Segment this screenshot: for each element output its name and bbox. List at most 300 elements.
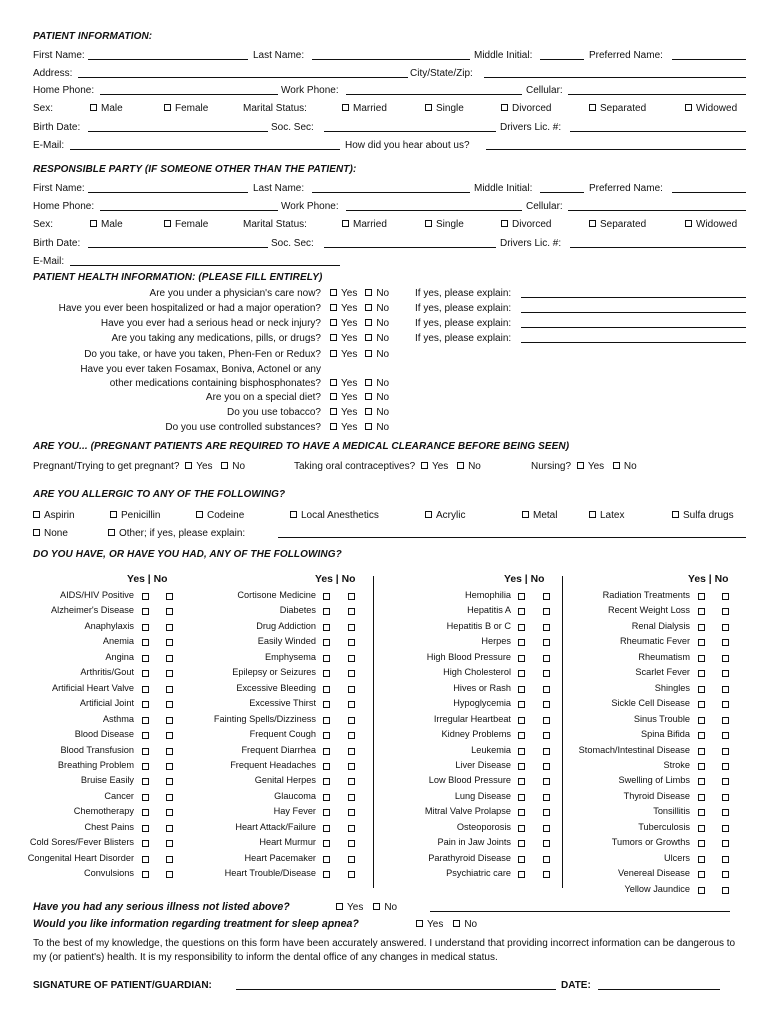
allergy-option[interactable]: Local Anesthetics: [290, 510, 379, 521]
health-yes-no: Yes No: [330, 288, 389, 299]
condition-no-checkbox[interactable]: [543, 809, 550, 816]
checkbox-icon[interactable]: [425, 104, 432, 111]
condition-yes-checkbox[interactable]: [323, 763, 330, 770]
condition-no-checkbox[interactable]: [166, 794, 173, 801]
condition-no-checkbox[interactable]: [348, 639, 355, 646]
separated-option[interactable]: Separated: [589, 103, 646, 114]
condition-no-checkbox[interactable]: [166, 701, 173, 708]
condition-no-checkbox[interactable]: [166, 639, 173, 646]
checkbox-icon[interactable]: [342, 104, 349, 111]
condition-label: Drug Addiction: [256, 621, 316, 631]
address-field[interactable]: [78, 68, 408, 78]
rp-sex-female-option[interactable]: Female: [164, 219, 208, 230]
last-name-field[interactable]: [312, 50, 470, 60]
condition-yes-checkbox[interactable]: [323, 717, 330, 724]
condition-no-checkbox[interactable]: [348, 655, 355, 662]
cellular-field[interactable]: [568, 85, 746, 95]
condition-yes-checkbox[interactable]: [518, 593, 525, 600]
condition-label: Asthma: [102, 714, 134, 724]
condition-no-checkbox[interactable]: [166, 840, 173, 847]
allergy-option[interactable]: Codeine: [196, 510, 244, 521]
condition-yes-checkbox[interactable]: [518, 840, 525, 847]
checkbox-icon[interactable]: [196, 511, 203, 518]
date-field[interactable]: [598, 980, 720, 990]
condition-yes-checkbox[interactable]: [142, 794, 149, 801]
condition-no-checkbox[interactable]: [722, 608, 729, 615]
condition-yes-checkbox[interactable]: [518, 763, 525, 770]
divorced-option[interactable]: Divorced: [501, 103, 551, 114]
allergy-option[interactable]: Acrylic: [425, 510, 465, 521]
condition-no-checkbox[interactable]: [722, 732, 729, 739]
condition-yes-checkbox[interactable]: [518, 825, 525, 832]
checkbox-icon[interactable]: [336, 903, 343, 910]
checkbox-icon[interactable]: [185, 462, 192, 469]
condition-yes-checkbox[interactable]: [323, 825, 330, 832]
explain-field[interactable]: [521, 303, 746, 313]
checkbox-icon[interactable]: [164, 220, 171, 227]
condition-yes-checkbox[interactable]: [518, 871, 525, 878]
condition-no-checkbox[interactable]: [543, 670, 550, 677]
condition-yes-checkbox[interactable]: [323, 794, 330, 801]
condition-no-checkbox[interactable]: [166, 608, 173, 615]
checkbox-icon[interactable]: [330, 334, 337, 341]
condition-yes-checkbox[interactable]: [698, 732, 705, 739]
condition-no-checkbox[interactable]: [722, 639, 729, 646]
condition-no-checkbox[interactable]: [348, 825, 355, 832]
checkbox-icon[interactable]: [330, 289, 337, 296]
rp-work-phone-field[interactable]: [346, 201, 522, 211]
allergy-option[interactable]: Penicillin: [110, 510, 160, 521]
home-phone-field[interactable]: [100, 85, 278, 95]
condition-yes-checkbox[interactable]: [698, 778, 705, 785]
rp-first-name-field[interactable]: [88, 183, 248, 193]
checkbox-icon[interactable]: [416, 920, 423, 927]
checkbox-icon[interactable]: [457, 462, 464, 469]
condition-no-checkbox[interactable]: [543, 639, 550, 646]
condition-yes-checkbox[interactable]: [698, 871, 705, 878]
rp-middle-initial-field[interactable]: [540, 183, 584, 193]
checkbox-icon[interactable]: [365, 350, 372, 357]
explain-field[interactable]: [521, 333, 746, 343]
checkbox-icon[interactable]: [90, 104, 97, 111]
condition-yes-checkbox[interactable]: [142, 825, 149, 832]
condition-label: Hepatitis A: [467, 605, 511, 615]
condition-label: Convulsions: [83, 868, 134, 878]
condition-no-checkbox[interactable]: [722, 717, 729, 724]
condition-yes-checkbox[interactable]: [698, 670, 705, 677]
condition-yes-checkbox[interactable]: [518, 655, 525, 662]
rp-home-phone-field[interactable]: [100, 201, 278, 211]
condition-no-checkbox[interactable]: [348, 856, 355, 863]
checkbox-icon[interactable]: [221, 462, 228, 469]
condition-no-checkbox[interactable]: [722, 825, 729, 832]
condition-no-checkbox[interactable]: [166, 763, 173, 770]
condition-no-checkbox[interactable]: [722, 778, 729, 785]
explain-field[interactable]: [521, 318, 746, 328]
health-question-label: Do you take, or have you taken, Phen-Fen or Redux?: [84, 349, 321, 360]
condition-no-checkbox[interactable]: [543, 624, 550, 631]
condition-no-checkbox[interactable]: [166, 670, 173, 677]
condition-no-checkbox[interactable]: [543, 717, 550, 724]
checkbox-icon[interactable]: [685, 104, 692, 111]
rp-widowed-option[interactable]: Widowed: [685, 219, 737, 230]
rp-soc-sec-field[interactable]: [324, 238, 496, 248]
condition-yes-checkbox[interactable]: [698, 748, 705, 755]
condition-no-checkbox[interactable]: [348, 608, 355, 615]
checkbox-icon[interactable]: [330, 304, 337, 311]
checkbox-icon[interactable]: [522, 511, 529, 518]
condition-yes-checkbox[interactable]: [698, 624, 705, 631]
condition-yes-checkbox[interactable]: [323, 748, 330, 755]
rp-single-option[interactable]: Single: [425, 219, 464, 230]
health-yes-no: Yes No: [330, 422, 389, 433]
condition-no-checkbox[interactable]: [348, 840, 355, 847]
condition-yes-checkbox[interactable]: [142, 655, 149, 662]
condition-no-checkbox[interactable]: [543, 778, 550, 785]
checkbox-icon[interactable]: [373, 903, 380, 910]
condition-label: Excessive Thirst: [249, 698, 316, 708]
checkbox-icon[interactable]: [365, 319, 372, 326]
checkbox-icon[interactable]: [330, 319, 337, 326]
condition-yes-checkbox[interactable]: [698, 840, 705, 847]
checkbox-icon[interactable]: [365, 379, 372, 386]
condition-yes-checkbox[interactable]: [698, 856, 705, 863]
condition-yes-checkbox[interactable]: [518, 794, 525, 801]
condition-yes-checkbox[interactable]: [518, 856, 525, 863]
condition-no-checkbox[interactable]: [348, 778, 355, 785]
condition-yes-checkbox[interactable]: [142, 809, 149, 816]
health-yes-no: Yes No: [330, 407, 389, 418]
rp-married-option[interactable]: Married: [342, 219, 387, 230]
condition-yes-checkbox[interactable]: [698, 794, 705, 801]
health-question-label: Are you under a physician's care now?: [149, 288, 321, 299]
condition-yes-checkbox[interactable]: [142, 686, 149, 693]
condition-no-checkbox[interactable]: [722, 763, 729, 770]
condition-no-checkbox[interactable]: [166, 856, 173, 863]
condition-yes-checkbox[interactable]: [698, 809, 705, 816]
rp-email-field[interactable]: [70, 256, 340, 266]
condition-yes-checkbox[interactable]: [698, 639, 705, 646]
condition-yes-checkbox[interactable]: [142, 840, 149, 847]
condition-yes-checkbox[interactable]: [518, 670, 525, 677]
condition-yes-checkbox[interactable]: [518, 809, 525, 816]
condition-yes-checkbox[interactable]: [142, 624, 149, 631]
condition-yes-checkbox[interactable]: [323, 624, 330, 631]
checkbox-icon[interactable]: [365, 289, 372, 296]
condition-yes-checkbox[interactable]: [323, 871, 330, 878]
condition-label: Yellow Jaundice: [624, 884, 690, 894]
city-state-zip-field[interactable]: [484, 68, 746, 78]
explain-label: If yes, please explain:: [415, 288, 512, 299]
condition-yes-checkbox[interactable]: [518, 732, 525, 739]
condition-yes-checkbox[interactable]: [323, 608, 330, 615]
condition-no-checkbox[interactable]: [166, 593, 173, 600]
single-option[interactable]: Single: [425, 103, 464, 114]
condition-no-checkbox[interactable]: [348, 763, 355, 770]
condition-no-checkbox[interactable]: [722, 593, 729, 600]
condition-yes-checkbox[interactable]: [142, 763, 149, 770]
condition-yes-checkbox[interactable]: [323, 639, 330, 646]
condition-no-checkbox[interactable]: [166, 748, 173, 755]
condition-no-checkbox[interactable]: [722, 748, 729, 755]
health-question-label: Have you ever been hospitalized or had a major operation?: [58, 303, 321, 314]
condition-yes-checkbox[interactable]: [142, 748, 149, 755]
married-option[interactable]: Married: [342, 103, 387, 114]
checkbox-icon[interactable]: [421, 462, 428, 469]
condition-yes-checkbox[interactable]: [518, 686, 525, 693]
condition-label: Pain in Jaw Joints: [437, 837, 511, 847]
condition-yes-checkbox[interactable]: [518, 624, 525, 631]
allergy-none-option[interactable]: None: [33, 528, 68, 539]
checkbox-icon[interactable]: [589, 104, 596, 111]
rp-last-name-field[interactable]: [312, 183, 470, 193]
checkbox-icon[interactable]: [164, 104, 171, 111]
condition-no-checkbox[interactable]: [348, 794, 355, 801]
checkbox-icon[interactable]: [365, 393, 372, 400]
condition-label: Glaucoma: [274, 791, 316, 801]
condition-no-checkbox[interactable]: [543, 871, 550, 878]
checkbox-icon[interactable]: [110, 511, 117, 518]
condition-yes-checkbox[interactable]: [323, 840, 330, 847]
condition-no-checkbox[interactable]: [166, 624, 173, 631]
checkbox-icon[interactable]: [365, 304, 372, 311]
condition-no-checkbox[interactable]: [543, 732, 550, 739]
checkbox-icon[interactable]: [613, 462, 620, 469]
condition-yes-checkbox[interactable]: [142, 701, 149, 708]
widowed-option[interactable]: Widowed: [685, 103, 737, 114]
condition-no-checkbox[interactable]: [543, 686, 550, 693]
condition-yes-checkbox[interactable]: [323, 593, 330, 600]
condition-yes-checkbox[interactable]: [698, 887, 705, 894]
condition-no-checkbox[interactable]: [166, 655, 173, 662]
condition-no-checkbox[interactable]: [166, 825, 173, 832]
condition-yes-checkbox[interactable]: [698, 686, 705, 693]
condition-label: Radiation Treatments: [602, 590, 690, 600]
condition-no-checkbox[interactable]: [722, 624, 729, 631]
condition-no-checkbox[interactable]: [348, 748, 355, 755]
serious-illness-field[interactable]: [430, 902, 730, 912]
condition-yes-checkbox[interactable]: [142, 732, 149, 739]
checkbox-icon[interactable]: [342, 220, 349, 227]
email-field[interactable]: [70, 140, 340, 150]
condition-no-checkbox[interactable]: [348, 717, 355, 724]
condition-label: AIDS/HIV Positive: [59, 590, 134, 600]
checkbox-icon[interactable]: [365, 423, 372, 430]
condition-yes-checkbox[interactable]: [142, 871, 149, 878]
hear-about-label: How did you hear about us?: [345, 140, 470, 151]
condition-no-checkbox[interactable]: [722, 809, 729, 816]
checkbox-icon[interactable]: [330, 408, 337, 415]
condition-no-checkbox[interactable]: [722, 701, 729, 708]
checkbox-icon[interactable]: [33, 529, 40, 536]
explain-label: If yes, please explain:: [415, 303, 512, 314]
condition-no-checkbox[interactable]: [543, 794, 550, 801]
birth-date-field[interactable]: [88, 122, 268, 132]
condition-yes-checkbox[interactable]: [323, 778, 330, 785]
condition-no-checkbox[interactable]: [722, 887, 729, 894]
allergy-option[interactable]: Sulfa drugs: [672, 510, 734, 521]
checkbox-icon[interactable]: [90, 220, 97, 227]
condition-no-checkbox[interactable]: [543, 655, 550, 662]
condition-no-checkbox[interactable]: [166, 717, 173, 724]
checkbox-icon[interactable]: [365, 408, 372, 415]
condition-no-checkbox[interactable]: [722, 840, 729, 847]
condition-no-checkbox[interactable]: [722, 856, 729, 863]
condition-yes-checkbox[interactable]: [518, 701, 525, 708]
condition-no-checkbox[interactable]: [166, 732, 173, 739]
condition-no-checkbox[interactable]: [348, 809, 355, 816]
condition-yes-checkbox[interactable]: [698, 655, 705, 662]
condition-yes-checkbox[interactable]: [518, 748, 525, 755]
condition-label: Sinus Trouble: [633, 714, 690, 724]
explain-label: If yes, please explain:: [415, 333, 512, 344]
allergy-other-field[interactable]: [278, 528, 746, 538]
checkbox-icon[interactable]: [330, 350, 337, 357]
checkbox-icon[interactable]: [290, 511, 297, 518]
condition-yes-checkbox[interactable]: [518, 778, 525, 785]
condition-yes-checkbox[interactable]: [698, 825, 705, 832]
condition-no-checkbox[interactable]: [722, 794, 729, 801]
condition-no-checkbox[interactable]: [348, 624, 355, 631]
condition-label: Heart Attack/Failure: [235, 822, 316, 832]
condition-no-checkbox[interactable]: [543, 856, 550, 863]
condition-no-checkbox[interactable]: [543, 608, 550, 615]
checkbox-icon[interactable]: [330, 379, 337, 386]
condition-yes-checkbox[interactable]: [698, 593, 705, 600]
condition-label: Chemotherapy: [73, 806, 134, 816]
condition-yes-checkbox[interactable]: [323, 701, 330, 708]
condition-yes-checkbox[interactable]: [323, 686, 330, 693]
drivers-lic-field[interactable]: [570, 122, 746, 132]
sex-female-option[interactable]: Female: [164, 103, 208, 114]
checkbox-icon[interactable]: [425, 220, 432, 227]
condition-yes-checkbox[interactable]: [142, 778, 149, 785]
checkbox-icon[interactable]: [501, 104, 508, 111]
allergy-other-option[interactable]: Other; if yes, please explain:: [108, 528, 245, 539]
condition-no-checkbox[interactable]: [722, 655, 729, 662]
condition-yes-checkbox[interactable]: [518, 608, 525, 615]
signature-field[interactable]: [236, 980, 556, 990]
condition-no-checkbox[interactable]: [166, 778, 173, 785]
allergy-option[interactable]: Metal: [522, 510, 557, 521]
condition-label: Hives or Rash: [453, 683, 511, 693]
condition-yes-checkbox[interactable]: [142, 593, 149, 600]
condition-yes-checkbox[interactable]: [698, 701, 705, 708]
condition-label: Genital Herpes: [254, 775, 316, 785]
condition-no-checkbox[interactable]: [543, 763, 550, 770]
health-yes-no: Yes No: [330, 303, 389, 314]
rp-preferred-name-field[interactable]: [672, 183, 746, 193]
condition-no-checkbox[interactable]: [348, 701, 355, 708]
condition-no-checkbox[interactable]: [348, 732, 355, 739]
condition-yes-checkbox[interactable]: [518, 717, 525, 724]
checkbox-icon[interactable]: [672, 511, 679, 518]
explain-label: If yes, please explain:: [415, 318, 512, 329]
condition-label: Frequent Diarrhea: [241, 745, 316, 755]
checkbox-icon[interactable]: [108, 529, 115, 536]
explain-field[interactable]: [521, 288, 746, 298]
condition-yes-checkbox[interactable]: [142, 608, 149, 615]
sex-male-option[interactable]: Male: [90, 103, 123, 114]
allergy-option[interactable]: Latex: [589, 510, 624, 521]
rp-divorced-option[interactable]: Divorced: [501, 219, 551, 230]
checkbox-icon[interactable]: [589, 220, 596, 227]
rp-sex-male-option[interactable]: Male: [90, 219, 123, 230]
checkbox-icon[interactable]: [330, 393, 337, 400]
email-label: E-Mail:: [33, 140, 65, 151]
condition-no-checkbox[interactable]: [166, 809, 173, 816]
condition-no-checkbox[interactable]: [722, 871, 729, 878]
rp-drivers-lic-field[interactable]: [570, 238, 746, 248]
condition-no-checkbox[interactable]: [722, 686, 729, 693]
condition-label: Heart Trouble/Disease: [224, 868, 316, 878]
rp-birth-date-field[interactable]: [88, 238, 268, 248]
condition-no-checkbox[interactable]: [166, 686, 173, 693]
checkbox-icon[interactable]: [577, 462, 584, 469]
checkbox-icon[interactable]: [453, 920, 460, 927]
condition-no-checkbox[interactable]: [348, 593, 355, 600]
condition-yes-checkbox[interactable]: [698, 763, 705, 770]
condition-yes-checkbox[interactable]: [142, 856, 149, 863]
health-question-label: other medications containing bisphosphonates?: [109, 378, 321, 389]
condition-no-checkbox[interactable]: [348, 686, 355, 693]
condition-no-checkbox[interactable]: [543, 593, 550, 600]
checkbox-icon[interactable]: [425, 511, 432, 518]
condition-no-checkbox[interactable]: [722, 670, 729, 677]
condition-no-checkbox[interactable]: [348, 670, 355, 677]
condition-label: Shingles: [654, 683, 690, 693]
checkbox-icon[interactable]: [33, 511, 40, 518]
rp-home-phone-label: Home Phone:: [33, 201, 95, 212]
condition-yes-checkbox[interactable]: [142, 717, 149, 724]
condition-yes-checkbox[interactable]: [323, 809, 330, 816]
hear-about-field[interactable]: [486, 140, 746, 150]
preferred-name-field[interactable]: [672, 50, 746, 60]
condition-no-checkbox[interactable]: [348, 871, 355, 878]
middle-initial-field[interactable]: [540, 50, 584, 60]
condition-yes-checkbox[interactable]: [698, 608, 705, 615]
condition-label: Alzheimer's Disease: [51, 605, 134, 615]
condition-no-checkbox[interactable]: [543, 748, 550, 755]
checkbox-icon[interactable]: [589, 511, 596, 518]
nursing-question: Nursing? Yes No: [531, 461, 637, 472]
condition-label: Arthritis/Gout: [80, 667, 134, 677]
soc-sec-field[interactable]: [324, 122, 496, 132]
rp-cellular-field[interactable]: [568, 201, 746, 211]
allergy-option[interactable]: Aspirin: [33, 510, 75, 521]
condition-no-checkbox[interactable]: [166, 871, 173, 878]
condition-yes-checkbox[interactable]: [323, 670, 330, 677]
condition-yes-checkbox[interactable]: [698, 717, 705, 724]
checkbox-icon[interactable]: [365, 334, 372, 341]
condition-yes-checkbox[interactable]: [142, 639, 149, 646]
checkbox-icon[interactable]: [330, 423, 337, 430]
condition-yes-checkbox[interactable]: [323, 732, 330, 739]
condition-yes-checkbox[interactable]: [323, 856, 330, 863]
condition-label: Angina: [105, 652, 134, 662]
checkbox-icon[interactable]: [685, 220, 692, 227]
condition-yes-checkbox[interactable]: [323, 655, 330, 662]
condition-no-checkbox[interactable]: [543, 840, 550, 847]
condition-yes-checkbox[interactable]: [518, 639, 525, 646]
condition-yes-checkbox[interactable]: [142, 670, 149, 677]
rp-separated-option[interactable]: Separated: [589, 219, 646, 230]
checkbox-icon[interactable]: [501, 220, 508, 227]
condition-no-checkbox[interactable]: [543, 701, 550, 708]
first-name-field[interactable]: [88, 50, 248, 60]
work-phone-field[interactable]: [346, 85, 522, 95]
condition-no-checkbox[interactable]: [543, 825, 550, 832]
